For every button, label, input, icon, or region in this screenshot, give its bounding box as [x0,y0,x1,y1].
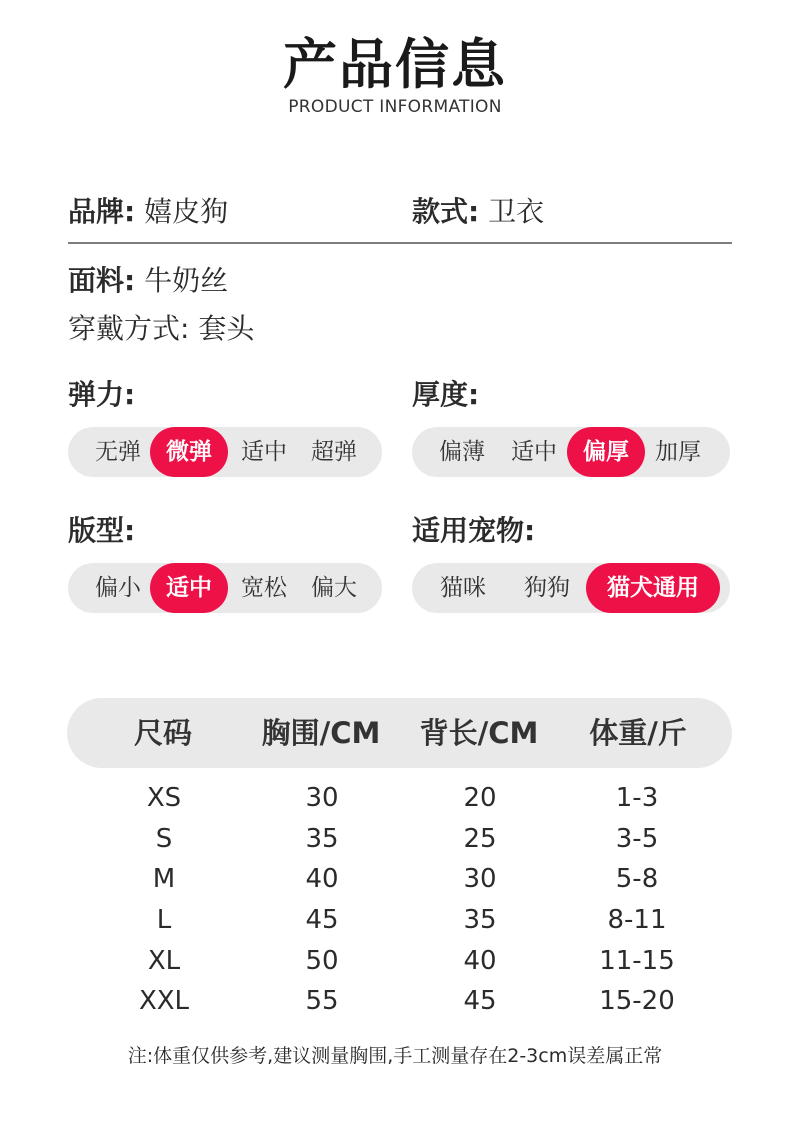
fit-option: 偏大 [311,575,357,601]
brand-label: 品牌: [68,195,136,228]
size-cell: XXL [138,986,190,1016]
pets-option: 狗狗 [524,575,570,601]
footnote: 注:体重仅供参考,建议测量胸围,手工测量存在2-3cm误差属正常 [127,1045,663,1067]
header-back-length: 背长/CM [419,716,539,750]
size-cell: XL [147,946,181,976]
page-title: 产品信息 [283,33,507,96]
weight-cell: 11-15 [599,946,675,976]
style-label: 款式: [412,195,480,228]
pets-option-selected: 猫犬通用 [586,563,720,613]
weight-cell: 1-3 [615,783,659,813]
elasticity-option-selected: 微弹 [150,427,228,477]
elasticity-option: 超弹 [311,439,357,465]
fabric-label: 面料: [68,264,136,297]
fabric-info [68,259,228,299]
chest-cell: 40 [305,864,339,894]
elasticity-label: 弹力: [68,378,136,411]
header-chest: 胸围/CM [261,716,381,750]
back-length-cell: 20 [463,783,497,813]
pets-label: 适用宠物: [412,514,536,547]
pets-option: 猫咪 [440,575,486,601]
back-length-cell: 25 [463,824,497,854]
wear-value: 套头 [198,312,255,345]
chest-cell: 55 [305,986,339,1016]
size-cell: S [155,824,173,854]
fit-pill [68,563,382,613]
header-size: 尺码 [133,716,192,750]
fit-option: 宽松 [241,575,287,601]
weight-cell: 3-5 [615,824,659,854]
thickness-option: 加厚 [655,439,701,465]
page-subtitle: PRODUCT INFORMATION [288,97,502,117]
table-row [0,941,790,981]
table-row [0,981,790,1021]
elasticity-option: 无弹 [95,439,141,465]
thickness-label: 厚度: [412,378,480,411]
table-row [0,859,790,899]
brand-value: 嬉皮狗 [144,195,229,228]
chest-cell: 50 [305,946,339,976]
size-cell: XS [146,783,182,813]
size-cell: M [152,864,176,894]
elasticity-option: 适中 [241,439,287,465]
back-length-cell: 40 [463,946,497,976]
back-length-cell: 30 [463,864,497,894]
weight-cell: 8-11 [607,905,667,935]
back-length-cell: 45 [463,986,497,1016]
thickness-pill [412,427,730,477]
fabric-value: 牛奶丝 [144,264,229,297]
chest-cell: 35 [305,824,339,854]
pets-pill [412,563,730,613]
table-row [0,778,790,818]
size-table-header [67,698,732,768]
weight-cell: 5-8 [615,864,659,894]
chest-cell: 30 [305,783,339,813]
header-weight: 体重/斤 [589,716,687,750]
back-length-cell: 35 [463,905,497,935]
fit-label: 版型: [68,514,136,547]
thickness-option-selected: 偏厚 [567,427,645,477]
table-row [0,819,790,859]
divider [68,242,732,244]
fit-option: 偏小 [95,575,141,601]
elasticity-pill [68,427,382,477]
brand-info [68,190,228,230]
size-cell: L [156,905,172,935]
table-row [0,900,790,940]
thickness-option: 偏薄 [439,439,485,465]
wear-info [68,307,254,347]
fit-option-selected: 适中 [150,563,228,613]
chest-cell: 45 [305,905,339,935]
style-info [412,190,544,230]
thickness-option: 适中 [511,439,557,465]
weight-cell: 15-20 [599,986,675,1016]
style-value: 卫衣 [488,195,545,228]
wear-label: 穿戴方式: [68,312,190,345]
